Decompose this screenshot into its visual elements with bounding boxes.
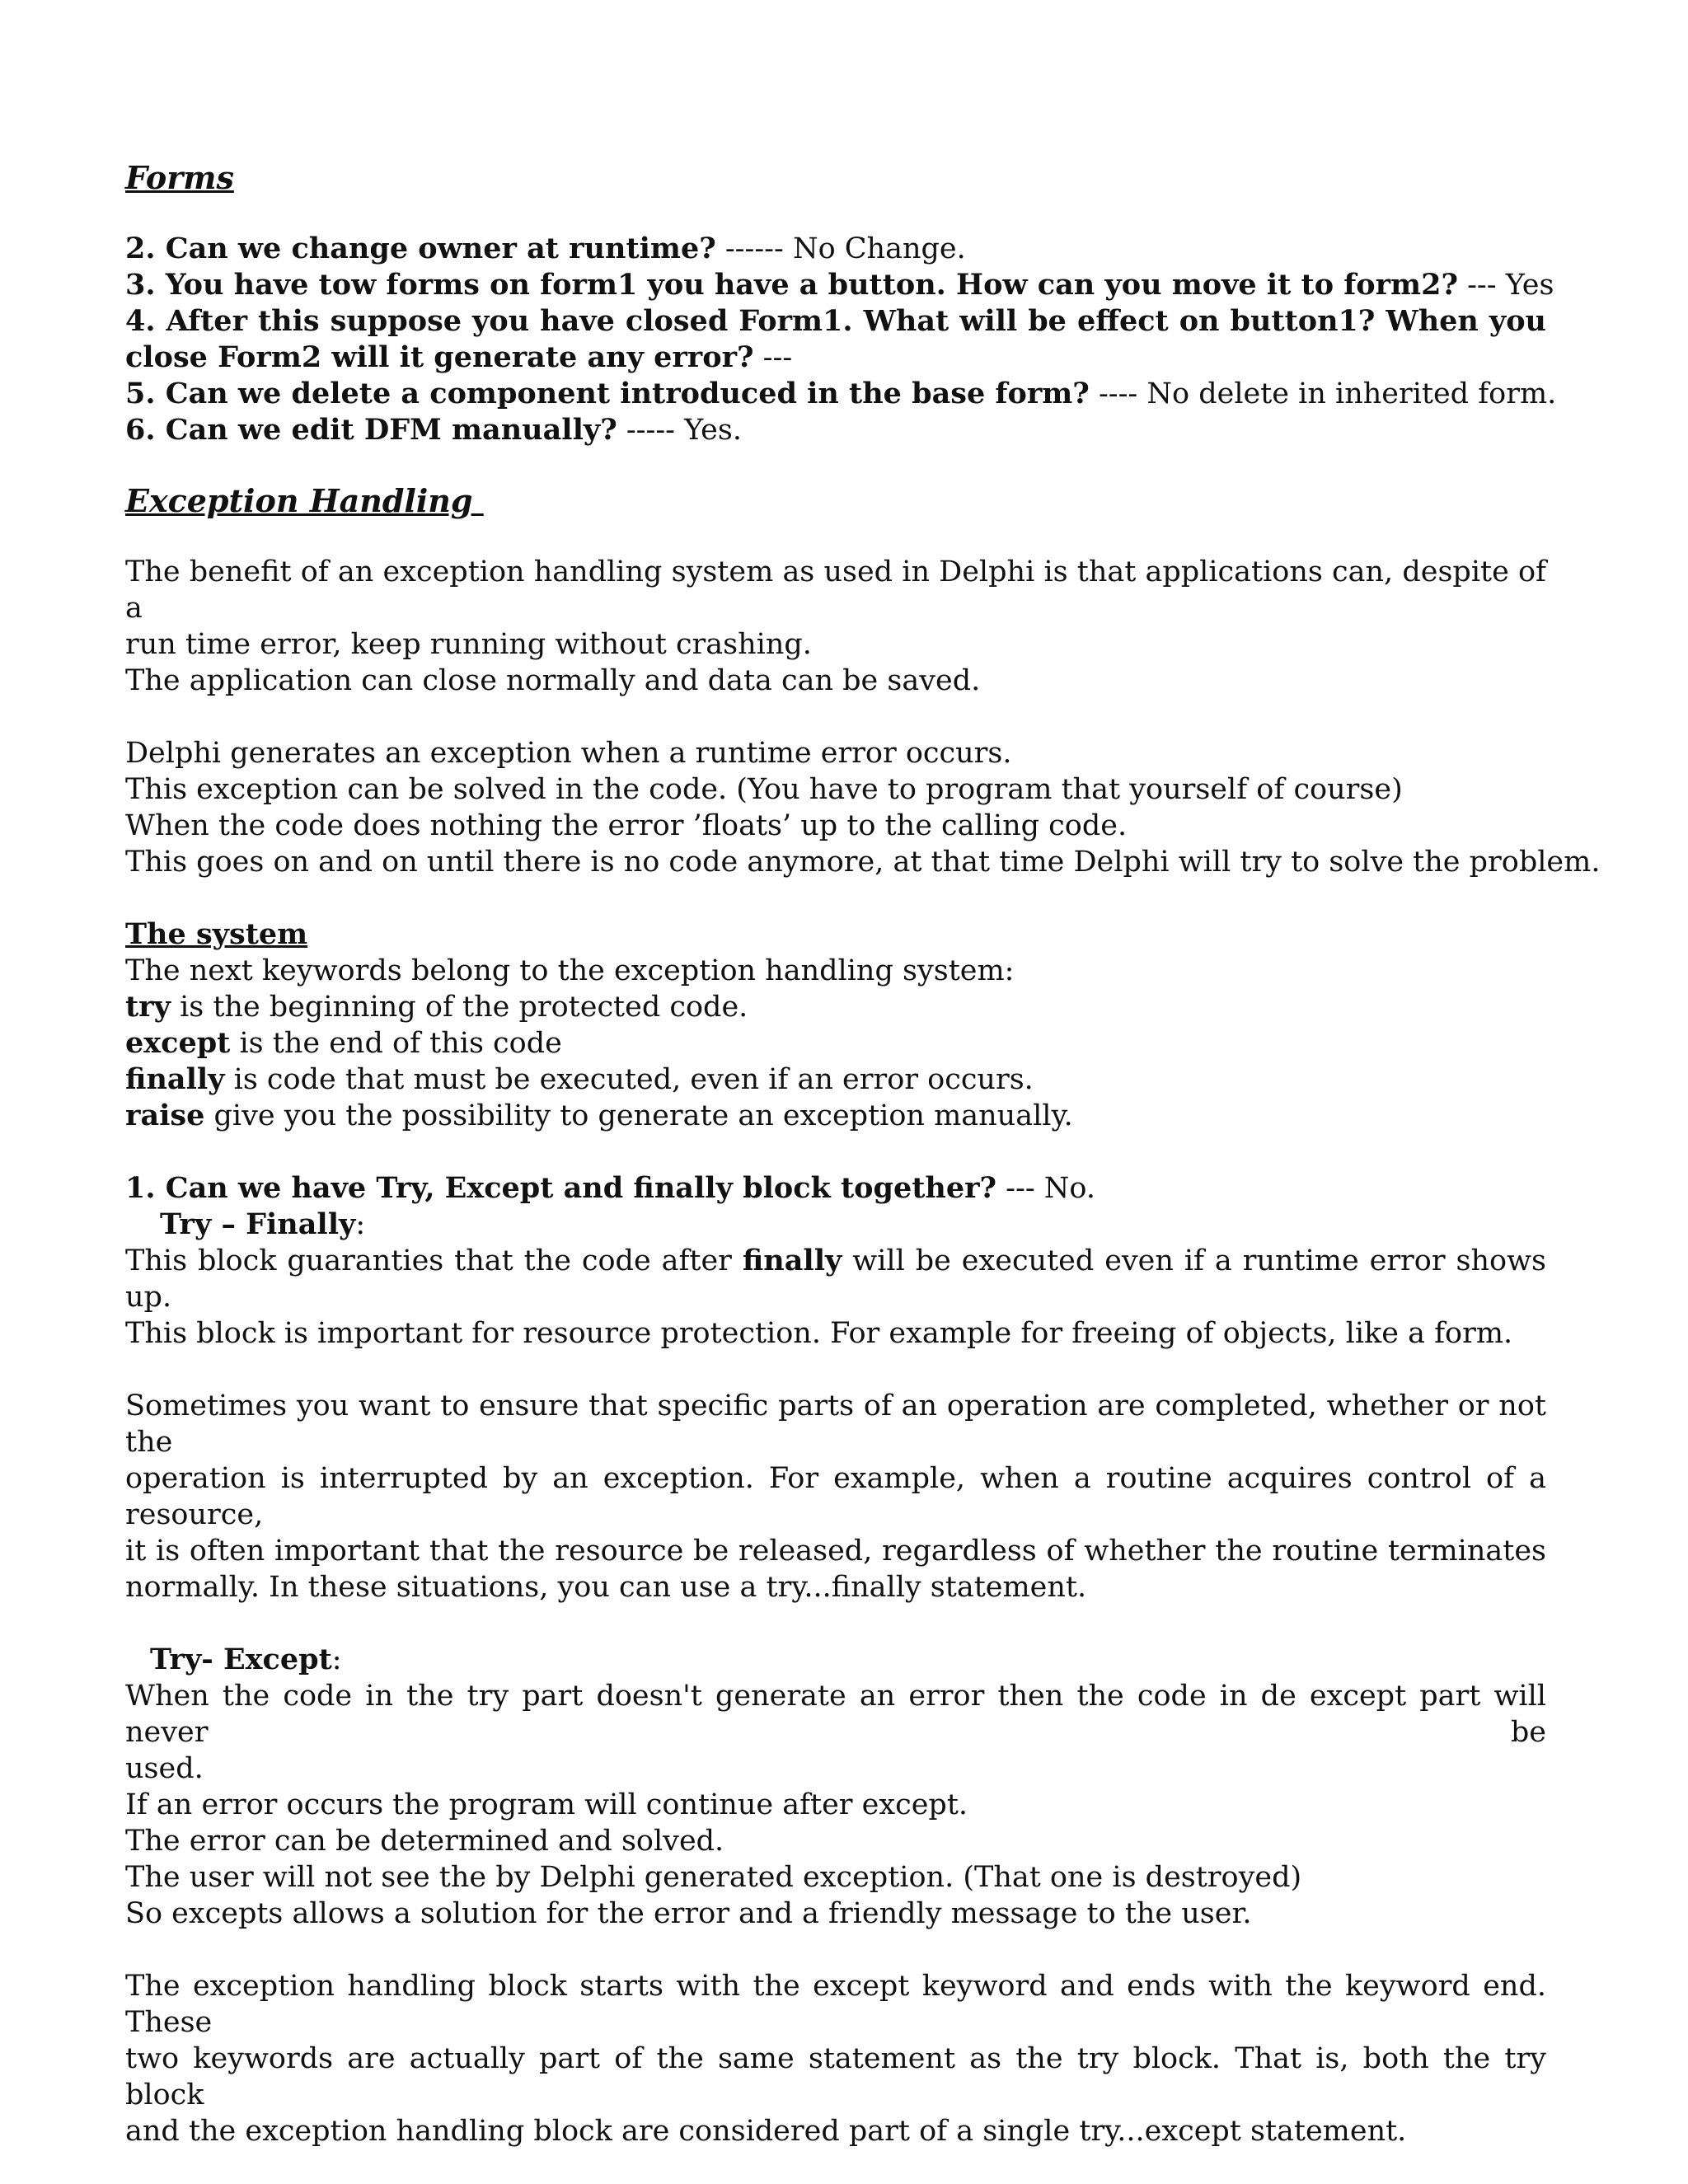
system-intro: The next keywords belong to the exception handling system:	[125, 954, 1015, 987]
closing-line-1: The exception handling block starts with the except keyword and ends with the keyword end. These	[125, 1970, 1546, 2039]
try-finally-line-2: This block is important for resource protection. For example for freeing of objects, like a form.	[125, 1317, 1513, 1350]
question-3: 3. You have tow forms on form1 you have a button. How can you move it to form2? --- Yes	[125, 268, 1554, 302]
sometimes-line-1: Sometimes you want to ensure that specific parts of an operation are completed, whether or not the	[125, 1390, 1546, 1459]
try-except-line-2: used.	[125, 1752, 204, 1785]
closing-line-2: two keywords are actually part of the same statement as the try block. That is, both the try block	[125, 2042, 1546, 2111]
try-except-line-6: So excepts allows a solution for the error and a friendly message to the user.	[125, 1897, 1252, 1930]
keyword-try: try is the beginning of the protected code.	[125, 990, 748, 1024]
para2-line-2: This exception can be solved in the code. (You have to program that yourself of course)	[125, 773, 1403, 806]
document-page	[125, 158, 1601, 2149]
para2-line-3: When the code does nothing the error ’floats’ up to the calling code.	[125, 809, 1128, 842]
try-except-label: Try- Except:	[150, 1643, 342, 1676]
system-heading: The system	[125, 917, 308, 951]
question-4-line2: close Form2 will it generate any error? ---	[125, 340, 793, 374]
try-finally-label: Try – Finally:	[160, 1207, 366, 1241]
question-6: 6. Can we edit DFM manually? ----- Yes.	[125, 413, 742, 447]
intro-line-3: The application can close normally and data can be saved.	[125, 664, 981, 697]
sometimes-line-3: it is often important that the resource be released, regardless of whether the routine terminates	[125, 1535, 1546, 1568]
try-finally-line-1: This block guaranties that the code after finally will be executed even if a runtime error shows up.	[125, 1244, 1547, 1314]
para2-line-4: This goes on and on until there is no code anymore, at that time Delphi will try to solve the problem.	[125, 846, 1601, 879]
intro-line-1: The benefit of an exception handling system as used in Delphi is that applications can, despite of a	[125, 555, 1546, 625]
question-1: 1. Can we have Try, Except and finally block together? --- No.	[125, 1171, 1095, 1205]
keyword-raise: raise give you the possibility to generate an exception manually.	[125, 1099, 1073, 1132]
question-2: 2. Can we change owner at runtime? ------ No Change.	[125, 232, 966, 265]
sometimes-line-2: operation is interrupted by an exception. For example, when a routine acquires control of a resource,	[125, 1462, 1546, 1531]
keyword-except: except is the end of this code	[125, 1026, 562, 1060]
forms-heading: Forms	[125, 159, 234, 196]
para2-line-1: Delphi generates an exception when a runtime error occurs.	[125, 737, 1012, 770]
exception-handling-heading: Exception Handling	[125, 482, 484, 519]
question-5: 5. Can we delete a component introduced in the base form? ---- No delete in inherited form.	[125, 377, 1557, 410]
try-except-line-5: The user will not see the by Delphi generated exception. (That one is destroyed)	[125, 1861, 1302, 1894]
keyword-finally: finally is code that must be executed, even if an error occurs.	[125, 1062, 1034, 1096]
closing-line-3: and the exception handling block are considered part of a single try...except statement.	[125, 2115, 1407, 2148]
try-except-line-1: When the code in the try part doesn't generate an error then the code in de except part will never be	[125, 1680, 1546, 1749]
sometimes-line-4: normally. In these situations, you can use a try...finally statement.	[125, 1571, 1087, 1604]
question-4-line1: 4. After this suppose you have closed Form1. What will be effect on button1? When you	[125, 304, 1546, 338]
try-except-line-3: If an error occurs the program will continue after except.	[125, 1788, 968, 1821]
try-except-line-4: The error can be determined and solved.	[125, 1825, 724, 1858]
intro-line-2: run time error, keep running without crashing.	[125, 628, 812, 661]
